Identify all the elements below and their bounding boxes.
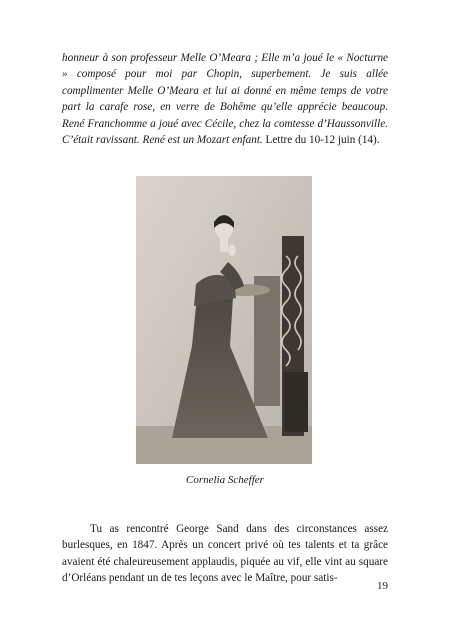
portrait-photo [136, 176, 312, 464]
photo-caption: Cornelia Scheffer [186, 474, 264, 486]
page-number: 19 [377, 580, 388, 592]
portrait-illustration [136, 176, 312, 464]
bottom-paragraph: Tu as rencontré George Sand dans des circonstances assez burlesques, en 1847. Après un concert privé où tes talents et ta grâce avaient été chaleureusement applaudis, piquée au vif, elle vint au square d’Orléans pendant un de tes leçons avec le Maître, pour satis- [62, 523, 388, 585]
letter-quote: honneur à son professeur Melle O’Meara ; Elle m’a joué le « Nocturne » composé pour moi par Chopin, superbement. Je suis allée complimenter Melle O’Meara et lui ai donné en même temps de votre part la carafe rose, en verre de Bohême qu’elle apprécie beaucoup. René Franchomme a joué avec Cécile, chez la comtesse d’Haussonville. C’était ravissant. René est un Mozart enfant. [62, 52, 388, 147]
top-paragraph [62, 50, 388, 148]
letter-reference: Lettre du 10-12 juin (14). [262, 134, 380, 147]
